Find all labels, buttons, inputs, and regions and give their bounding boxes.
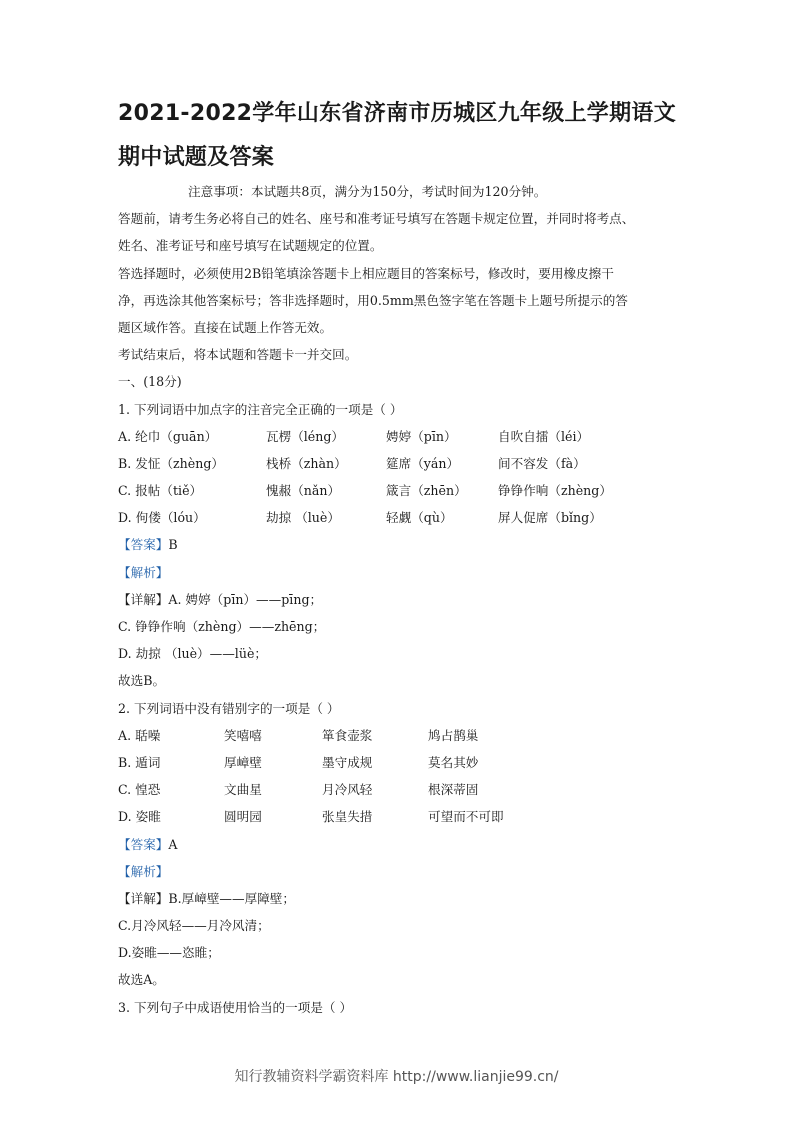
option-row bbox=[118, 423, 684, 450]
option-cell: 瓦楞（léng） bbox=[266, 428, 345, 444]
notice-paragraph: 姓名、准考证号和座号填写在试题规定的位置。 bbox=[118, 238, 383, 254]
detail-tag: 【详解】 bbox=[118, 890, 169, 906]
section-heading: 一、(18分) bbox=[118, 374, 182, 390]
option-cell: 铮铮作响（zhèng） bbox=[498, 483, 612, 499]
option-cell: A. 纶巾（guān） bbox=[118, 428, 218, 444]
answer-line bbox=[118, 531, 684, 558]
analysis-line bbox=[118, 858, 684, 885]
option-cell: 文曲星 bbox=[224, 782, 262, 798]
option-cell: 屏人促席（bǐng） bbox=[498, 510, 602, 526]
detail-text: B.厚嶂壁——厚障壁； bbox=[168, 890, 295, 906]
option-cell: B. 发怔（zhèng） bbox=[118, 455, 225, 471]
notice-paragraph: 答题前，请考生务必将自己的姓名、座号和准考证号填写在答题卡规定位置，并同时将考点、 bbox=[118, 211, 635, 227]
option-row bbox=[118, 776, 684, 803]
option-cell: 圆明园 bbox=[224, 809, 262, 825]
detail-line: 故选A。 bbox=[118, 972, 165, 988]
document-body bbox=[118, 178, 684, 1021]
option-cell: 张皇失措 bbox=[322, 809, 373, 825]
option-cell: 箪食壶浆 bbox=[322, 727, 373, 743]
option-cell: 可望而不可即 bbox=[428, 809, 504, 825]
option-cell: D. 佝偻（lóu） bbox=[118, 510, 206, 526]
detail-tag: 【详解】 bbox=[118, 591, 169, 607]
option-cell: 墨守成规 bbox=[322, 754, 373, 770]
option-cell: C. 报帖（tiě） bbox=[118, 483, 203, 499]
option-cell: 轻觑（qù） bbox=[386, 510, 453, 526]
detail-line bbox=[118, 586, 684, 613]
option-cell: 月冷风轻 bbox=[322, 782, 373, 798]
answer-value: B bbox=[168, 537, 178, 553]
option-cell: 厚嶂壁 bbox=[224, 754, 262, 770]
option-cell: 娉婷（pīn） bbox=[386, 428, 457, 444]
notice-paragraph: 答选择题时，必须使用2B铅笔填涂答题卡上相应题目的答案标号，修改时，要用橡皮擦干 bbox=[118, 265, 614, 281]
option-row bbox=[118, 504, 684, 531]
question-options bbox=[118, 423, 684, 532]
option-row bbox=[118, 450, 684, 477]
question-stem: 2. 下列词语中没有错别字的一项是（ ） bbox=[118, 700, 340, 716]
detail-line: C.月冷风轻——月冷风清； bbox=[118, 918, 270, 934]
option-cell: 笑嘻嘻 bbox=[224, 727, 262, 743]
option-cell: B. 遁词 bbox=[118, 754, 161, 770]
notice-paragraph: 考试结束后，将本试题和答题卡一并交回。 bbox=[118, 347, 358, 363]
detail-text: A. 娉婷（pīn）——pīng； bbox=[168, 591, 323, 607]
detail-line: C. 铮铮作响（zhèng）——zhēng； bbox=[118, 619, 326, 634]
option-row bbox=[118, 722, 684, 749]
answer-tag: 【答案】 bbox=[118, 836, 169, 852]
option-row bbox=[118, 803, 684, 830]
detail-line: 故选B。 bbox=[118, 673, 166, 689]
option-row bbox=[118, 749, 684, 776]
analysis-tag: 【解析】 bbox=[118, 564, 169, 580]
option-cell: 根深蒂固 bbox=[428, 782, 479, 798]
answer-line bbox=[118, 831, 684, 858]
option-cell: 筵席（yán） bbox=[386, 455, 460, 471]
document-title: 2021-2022学年山东省济南市历城区九年级上学期语文期中试题及答案 bbox=[118, 101, 676, 170]
option-cell: 间不容发（fà） bbox=[498, 455, 586, 471]
detail-line: D.姿睢——恣睢； bbox=[118, 945, 220, 961]
option-cell: 愧赧（nǎn） bbox=[266, 483, 341, 499]
notice-paragraph: 净，再选涂其他答案标号；答非选择题时，用0.5mm黑色签字笔在答题卡上题号所提示的答 bbox=[118, 292, 628, 308]
notice-paragraph: 题区域作答。直接在试题上作答无效。 bbox=[118, 319, 333, 335]
answer-value: A bbox=[168, 836, 178, 852]
footer-watermark: 知行教辅资料学霸资料库 http://www.lianjie99.cn/ bbox=[234, 1069, 559, 1085]
detail-line bbox=[118, 885, 684, 912]
option-row bbox=[118, 477, 684, 504]
option-cell: 箴言（zhēn） bbox=[386, 483, 467, 499]
question-stem: 3. 下列句子中成语使用恰当的一项是（ ） bbox=[118, 999, 353, 1015]
option-cell: 莫名其妙 bbox=[428, 754, 479, 770]
analysis-line bbox=[118, 559, 684, 586]
option-cell: 劫掠 （luè） bbox=[266, 510, 340, 526]
analysis-tag: 【解析】 bbox=[118, 863, 169, 879]
option-cell: A. 聒噪 bbox=[118, 727, 161, 743]
answer-tag: 【答案】 bbox=[118, 537, 169, 553]
option-cell: 栈桥（zhàn） bbox=[266, 455, 347, 471]
question-stem: 1. 下列词语中加点字的注音完全正确的一项是（ ） bbox=[118, 401, 403, 417]
option-cell: 鸠占鹊巢 bbox=[428, 727, 479, 743]
option-cell: C. 惶恐 bbox=[118, 782, 161, 798]
option-cell: D. 姿睢 bbox=[118, 809, 161, 825]
notice-head: 注意事项：本试题共8页，满分为150分，考试时间为120分钟。 bbox=[188, 184, 547, 199]
option-cell: 自吹自擂（léi） bbox=[498, 428, 590, 444]
detail-line: D. 劫掠 （luè）——lüè； bbox=[118, 646, 267, 662]
question-options bbox=[118, 722, 684, 831]
